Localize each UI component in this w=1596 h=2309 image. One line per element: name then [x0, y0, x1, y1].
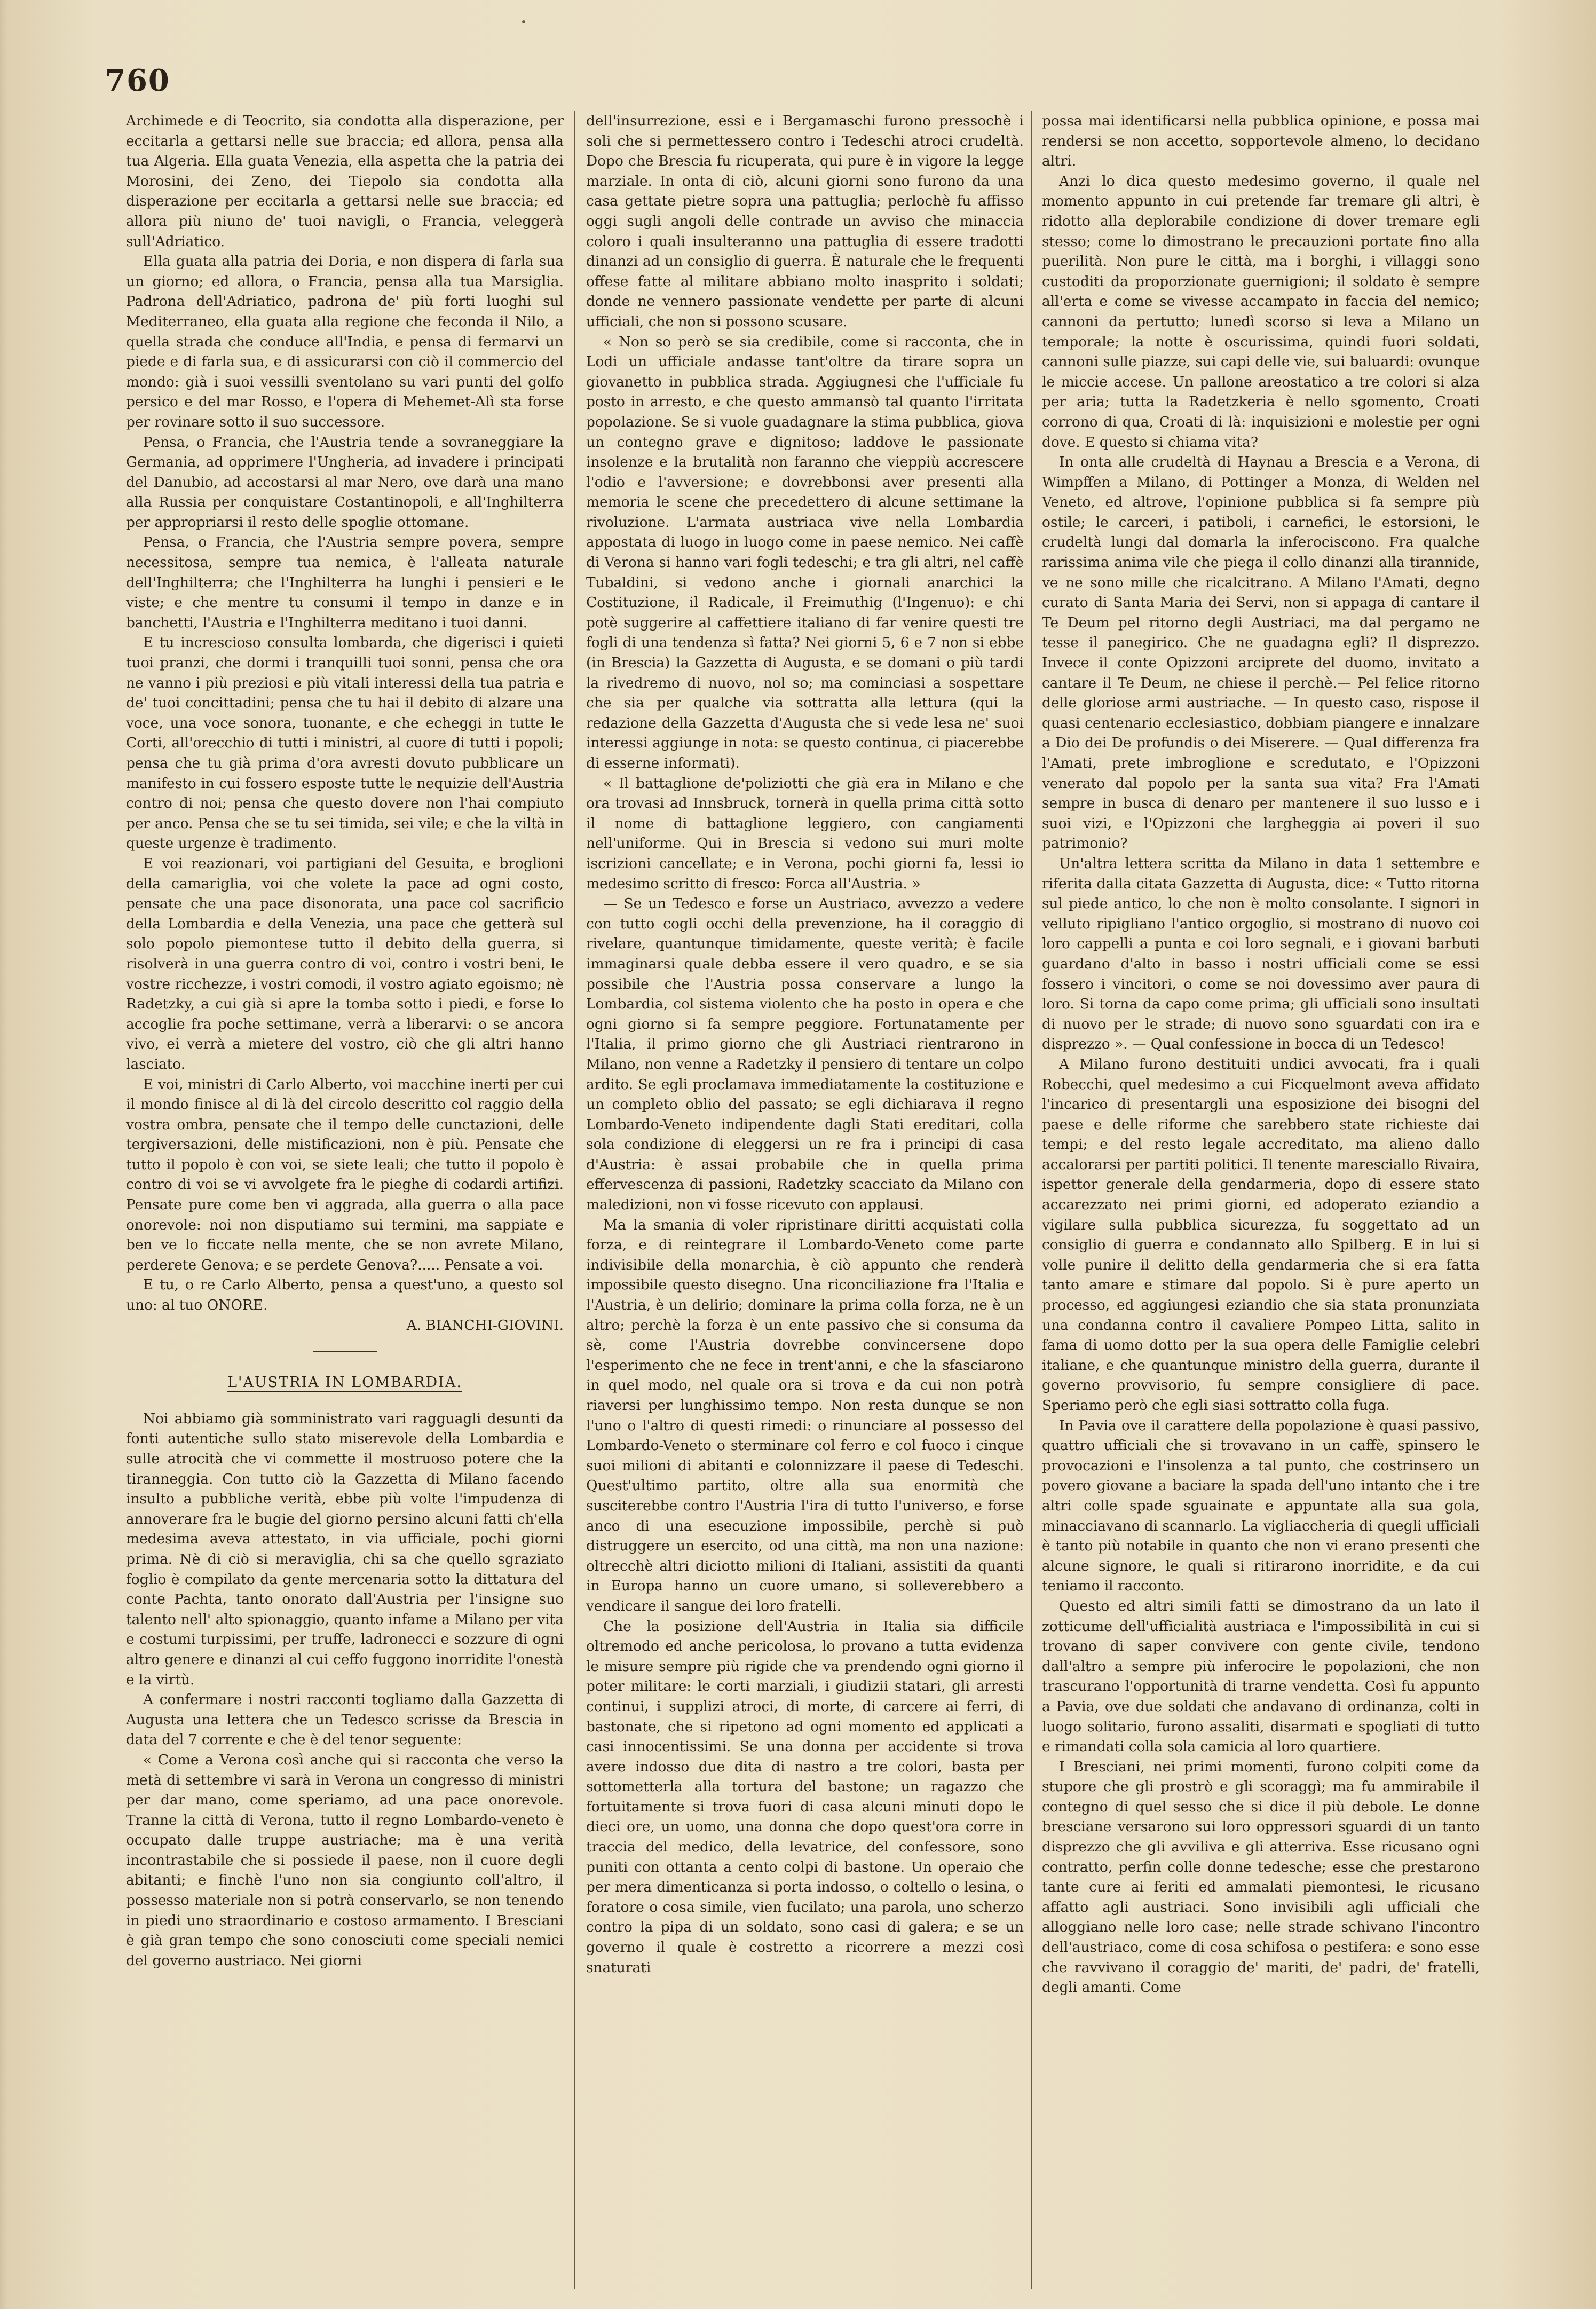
- paragraph: E tu, o re Carlo Alberto, pensa a quest'uno, a questo sol uno: al tuo ONORE.: [126, 1276, 564, 1314]
- paragraph: Noi abbiamo già somministrato vari ragguagli desunti da fonti autentiche sullo stato miserevole della Lombardia e sulle atrocità che vi commette il mostruoso potere che la tiranneggia. Con tutto ciò la Gazzetta di Milano facendo insulto a pubbliche verità, ebbe più volte l'impudenza di annoverare fra le bugie del giorno persino alcuni fatti ch'ella medesima aveva attestato, in via ufficiale, pochi giorni prima. Nè di ciò si meraviglia, chi sa che quello sgraziato foglio è compilato da gente mercenaria sotto la dittatura del conte Pachta, tanto onorato dall'Austria per l'insigne suo talento nell' alto spionaggio, quanto infame a Milano per vita e costumi turpissimi, per truffe, ladronecci e sozzure di ogni altro genere e dinanzi al cui ceffo fuggono inorridite l'onestà e la virtù.: [126, 1410, 564, 1688]
- paragraph: E voi, ministri di Carlo Alberto, voi macchine inerti per cui il mondo finisce al di là del circolo descritto col raggio della vostra ombra, pensate che il tempo delle cunctazioni, delle tergiversazioni, delle mistificazioni, non è più. Pensate che tutto il popolo è con voi, se siete leali; che tutto il popolo è contro di voi se vi avvolgete fra le pieghe di codardi artifizi. Pensate pure come ben vi aggrada, alla guerra o alla pace onorevole: noi non disputiamo sui termini, ma sappiate e ben ve lo ficcate nella mente, che se non avrete Milano, perderete Genova; e se perdete Genova?..... Pensate a voi.: [126, 1076, 564, 1273]
- section-heading: L'AUSTRIA IN LOMBARDIA.: [227, 1374, 462, 1391]
- paragraph: In Pavia ove il carattere della popolazione è quasi passivo, quattro ufficiali che si trovavano in un caffè, spinsero le provocazioni e l'insolenza a tal punto, che costrinsero un povero giovane a baciare la spada dell'uno intanto che i tre altri colle spade sguainate e appuntate alla sua gola, minacciavano di scannarlo. La vigliaccheria di quegli ufficiali è tanto più notabile in quanto che non vi erano presenti che alcune signore, le quali si ritirarono inorridite, e da cui teniamo il racconto.: [1042, 1417, 1480, 1595]
- column-rule-right: [1031, 111, 1032, 2289]
- paragraph: Un'altra lettera scritta da Milano in data 1 settembre e riferita dalla citata Gazzetta di Augusta, dice: « Tutto ritorna sul piede antico, lo che non è molto consolante. I signori in velluto ripigliano l'antico orgoglio, si mostrano di nuovo coi loro cappelli a punta e coi loro segnali, e i giovani barbuti guardano d'alto in basso i nostri ufficiali come se essi fossero i vincitori, o come se noi dovessimo aver paura di loro. Si torna da capo come prima; gli ufficiali sono insultati di nuovo per le strade; di nuovo sono sguardati con ira e disprezzo ». — Qual confessione in bocca di un Tedesco!: [1042, 855, 1480, 1053]
- paragraph: Che la posizione dell'Austria in Italia sia difficile oltremodo ed anche pericolosa, lo provano a tutta evidenza le misure sempre più rigide che va prendendo ogni giorno il poter militare: le corti marziali, i giudizii statari, gli arresti continui, i supplizi atroci, di morte, di carcere ai ferri, di bastonate, che si ripetono ad ogni momento ed applicati a casi innocentissimi. Se una donna per accidente si trova avere indosso due dita di nastro a tre colori, basta per sottometterla alla tortura del bastone; un ragazzo che fortuitamente si trova fuori di casa alcuni minuti dopo le dieci ore, un uomo, una donna che dopo quest'ora corre in traccia del medico, della levatrice, del confessore, sono puniti con ottanta a cento colpi di bastone. Un operaio che per mera dimenticanza si porta indosso, o coltello o lesina, o foratore o cosa simile, vien fucilato; una parola, uno scherzo contro la pipa di un soldato, sono casi di galera; e se un governo il quale è costretto a ricorrere a mezzi così snaturati: [586, 1618, 1024, 1976]
- paragraph: E voi reazionari, voi partigiani del Gesuita, e broglioni della camariglia, voi che volete la pace ad ogni costo, pensate che una pace disonorata, una pace col sacrificio della Lombardia e della Venezia, una pace che getterà sul solo popolo piemontese tutto il debito della guerra, si risolverà in una guerra contro di voi, contro i vostri beni, le vostre ricchezze, i vostri comodi, il vostro agiato egoismo; nè Radetzky, a cui già si apre la tomba sotto i piedi, e forse lo accoglie fra poche settimane, verrà a liberarvi: o se ancora vivo, ei verrà a mietere del vostro, ciò che gli altri hanno lasciato.: [126, 855, 564, 1073]
- paragraph: possa mai identificarsi nella pubblica opinione, e possa mai rendersi se non accetto, sopportevole almeno, lo decidano altri.: [1042, 113, 1480, 170]
- text-column-1: [126, 111, 564, 1971]
- paragraph: Pensa, o Francia, che l'Austria sempre povera, sempre necessitosa, sempre tua nemica, è l'alleata naturale dell'Inghilterra; che l'Inghilterra ha lunghi i pensieri e le viste; e che mentre tu consumi il tempo in danze e in banchetti, l'Austria e l'Inghilterra meditano i tuoi danni.: [126, 534, 564, 631]
- page-number: 760: [105, 63, 170, 98]
- text-column-3: [1042, 111, 1480, 1998]
- paragraph: E tu increscioso consulta lombarda, che digerisci i quieti tuoi pranzi, che dormi i tranquilli tuoi sonni, pensa che ora ne vanno i più preziosi e più vitali interessi della tua patria e de' tuoi concittadini; pensa che tu hai il debito di alzare una voce, una voce sonora, tuonante, e che echeggi in tutte le Corti, all'orecchio di tutti i ministri, al cuore di tutti i popoli; pensa che tu già prima d'ora avresti dovuto pubblicare un manifesto in cui fossero esposte tutte le nequizie dell'Austria contro di noi; pensa che questo dovere non l'hai compiuto per anco. Pensa che se tu sei timida, sei vile; e che la viltà in queste urgenze è tradimento.: [126, 634, 564, 852]
- page-edge-shadow: [0, 0, 7, 2309]
- paragraph: dell'insurrezione, essi e i Bergamaschi furono pressochè i soli che si permettessero contro i Tedeschi atroci crudeltà. Dopo che Brescia fu ricuperata, qui pure è in vigore la legge marziale. In onta di ciò, alcuni giorni sono furono da una casa gettate pietre sopra una pattuglia; perlochè fu affisso oggi sugli angoli delle contrade un avviso che minaccia coloro i quali insulteranno una pattuglia di essere tradotti dinanzi ad un consiglio di guerra. È naturale che le frequenti offese fatte al militare abbiano molto inasprito i soldati; donde ne vennero passionate vendette per parte di alcuni ufficiali, che non si possono scusare.: [586, 113, 1024, 330]
- paragraph: A Milano furono destituiti undici avvocati, fra i quali Robecchi, quel medesimo a cui Ficquelmont aveva affidato l'incarico di presentargli una esposizione dei bisogni del paese e delle riforme che sarebbero state richieste dai tempi; e del resto legale accreditato, ma alieno dallo accalorarsi per partiti politici. Il tenente maresciallo Rivaira, ispettor generale della gendarmeria, dopo di essere stato accarezzato nei primi giorni, ed adoperato eziandio a vigilare sulla pubblica sicurezza, fu soggettato ad un consiglio di guerra e condannato allo Spilberg. E in lui si volle punire il delitto della gendarmeria che si era fatta tanto amare e stimare dal popolo. Si è pure aperto un processo, ed aggiungesi eziandio che sia stata pronunziata una condanna contro il cavaliere Pompeo Litta, salito in fama di uomo dotto per la sua opera delle Famiglie celebri italiane, e che quantunque ministro della guerra, durante il governo provvisorio, fu sempre consigliere di pace. Speriamo però che egli siasi sottratto colla fuga.: [1042, 1055, 1480, 1414]
- paragraph: — Se un Tedesco e forse un Austriaco, avvezzo a vedere con tutto cogli occhi della prevenzione, ha il coraggio di rivelare, quantunque timidamente, queste verità; è facile immaginarsi quale debba essere il vero quadro, e se sia possibile che l'Austria possa conservare a lungo la Lombardia, col sistema violento che ha posto in opera e che ogni giorno si fa sempre peggiore. Fortunatamente per l'Italia, il primo giorno che gli Austriaci rientrarono in Milano, non venne a Radetzky il pensiero di tentare un colpo ardito. Se egli proclamava immediatamente la costituzione e un completo oblio del passato; se egli dichiarava il regno Lombardo-Veneto indipendente dagli Stati ereditari, colla sola condizione di eleggersi un re fra i principi di casa d'Austria: è assai probabile che in quella prima effervescenza di passioni, Radetzky scacciato da Milano con maledizioni, non vi fosse ricevuto con applausi.: [586, 895, 1024, 1213]
- paragraph: I Bresciani, nei primi momenti, furono colpiti come da stupore che gli prostrò e gli scoraggì; ma fu ammirabile il contegno di quel sesso che si dice il più debole. Le donne bresciane versarono sui loro oppressori sguardi di un tanto disprezzo che gli avviliva e gli atterriva. Esse ricusano ogni contratto, perfin colle donne tedesche; esse che prestarono tante cure ai feriti ed ammalati piemontesi, le ricusano affatto agli austriaci. Sono invisibili agli ufficiali che alloggiano nelle loro case; nelle strade schivano l'incontro dell'austriaco, come di cosa schifosa o pestifera: e sono esse che ravvivano il coraggio de' mariti, de' padri, de' fratelli, degli amanti. Come: [1042, 1758, 1480, 1996]
- paragraph: « Non so però se sia credibile, come si racconta, che in Lodi un ufficiale andasse tant'oltre da tirare sopra un giovanetto in pubblica strada. Aggiugnesi che l'ufficiale fu posto in arresto, e che questo ammansò tal quanto l'irritata popolazione. Se si vuole guadagnare la stima pubblica, giova un contegno grave e dignitoso; laddove le passionate insolenze e la brutalità non faranno che vieppiù accrescere l'odio e l'avversione; e dovrebbonsi aver presenti alla memoria le scene che precedettero di alcune settimane la rivoluzione. L'armata austriaca vive nella Lombardia appostata di luogo in luogo come in paese nemico. Nei caffè di Verona si hanno vari fogli tedeschi; e tra gli altri, nel caffè Tubaldini, si vedono anche i giornali anarchici la Costituzione, il Radicale, il Freimuthig (l'Ingenuo): e chi potè suggerire al caffettiere italiano di far venire questi tre fogli di una tendenza sì fatta? Nei giorni 5, 6 e 7 non si ebbe (in Brescia) la Gazzetta di Augusta, e se domani o più tardi la rivedremo di nuovo, nol so; ma cominciasi a sospettare che sia per qualche via sottratta alla lettura (qui la redazione della Gazzetta d'Augusta che si vede lesa ne' suoi interessi aggiunge in nota: se questo continua, ci piacerebbe di esserne informati).: [586, 333, 1024, 771]
- text-column-2: [586, 111, 1024, 1977]
- paragraph: « Il battaglione de'poliziotti che già era in Milano e che ora trovasi ad Innsbruck, tornerà in quella prima città sotto il nome di battaglione leggiero, con cangiamenti nell'uniforme. Qui in Brescia si vedono sui muri molte iscrizioni cancellate; e in Verona, pochi giorni fa, lessi io medesimo scritto di fresco: Forca all'Austria. »: [586, 775, 1024, 892]
- column-rule-left: [574, 111, 575, 2289]
- paragraph: Archimede e di Teocrito, sia condotta alla disperazione, per eccitarla a gettarsi nelle sue braccia; ed allora, pensa alla tua Algeria. Ella guata Venezia, ella aspetta che la patria dei Morosini, dei Zeno, dei Tiepolo sia condotta alla disperazione per eccitarla a gettarsi nelle sue braccia; ed allora più niuno de' tuoi navigli, o Francia, veleggerà sull'Adriatico.: [126, 113, 564, 250]
- paragraph: A confermare i nostri racconti togliamo dalla Gazzetta di Augusta una lettera che un Tedesco scrisse da Brescia in data del 7 corrente e che è del tenor seguente:: [126, 1691, 564, 1748]
- print-mark: [522, 20, 525, 23]
- article-signature: A. BIANCHI-GIOVINI.: [406, 1317, 564, 1334]
- paragraph: Ella guata alla patria dei Doria, e non dispera di farla sua un giorno; ed allora, o Francia, pensa alla tua Marsiglia. Padrona dell'Adriatico, padrona de' più forti luoghi sul Mediterraneo, ella guata alla regione che feconda il Nilo, a quella strada che conduce all'India, e pensa di fermarvi un piede e di farla sua, e di assicurarsi con ciò il commercio del mondo: già i suoi vessilli sventolano su vari punti del golfo persico e del mar Rosso, e l'opera di Mehemet-Alì sta forse per rovinare sotto il suo successore.: [126, 253, 564, 430]
- paragraph: In onta alle crudeltà di Haynau a Brescia e a Verona, di Wimpffen a Milano, di Pottinger a Monza, di Welden nel Veneto, ed altrove, l'opinione pubblica si fa sempre più ostile; le carceri, i patiboli, i carnefici, le estorsioni, le crudeltà lungi dal domarla la inferociscono. Fra qualche rarissima anima vile che piega il collo dinanzi alla tirannide, ve ne sono mille che ricalcitrano. A Milano l'Amati, degno curato di Santa Maria dei Servi, non si appaga di cantare il Te Deum pel ritorno degli Austriaci, ma dal pergamo ne tesse il panegirico. Che ne guadagna egli? Il disprezzo. Invece il conte Opizzoni arciprete del duomo, invitato a cantare il Te Deum, ne chiese il perchè.— Pel felice ritorno delle gloriose armi austriache. — In questo caso, rispose il quasi centenario ecclesiastico, dobbiam piangere e innalzare a Dio dei De profundis o dei Miserere. — Qual differenza fra l'Amati, prete imbroglione e scredutato, e l'Opizzoni venerato dal popolo per la santa sua vita? Fra l'Amati sempre in busca di denaro per mantenere il suo lusso e i suoi vizi, e l'Opizzoni che largheggia ai poveri il suo patrimonio?: [1042, 454, 1480, 852]
- paragraph: Questo ed altri simili fatti se dimostrano da un lato il zotticume dell'ufficialità austriaca e l'impossibilità in cui si trovano di saper convivere con gente civile, tendono dall'altro a sempre più inferocire le popolazioni, che non trascurano l'opportunità di trarne vendetta. Così fu appunto a Pavia, ove due soldati che andavano di ordinanza, colti in luogo solitario, furono assaliti, disarmati e spogliati di tutto e rimandati colla sola camicia al loro quartiere.: [1042, 1597, 1480, 1755]
- section-divider: [313, 1351, 377, 1352]
- paragraph: Pensa, o Francia, che l'Austria tende a sovraneggiare la Germania, ad opprimere l'Ungheria, ad invadere i principati del Danubio, ad accostarsi al mar Nero, ove darà una mano alla Russia per conquistare Costantinopoli, e all'Inghilterra per appropriarsi il resto delle spoglie ottomane.: [126, 434, 564, 531]
- paragraph: Anzi lo dica questo medesimo governo, il quale nel momento appunto in cui pretende far tremare gli altri, è ridotto alla deplorabile condizione di dover tremare egli stesso; come lo dimostrano le precauzioni portate fino alla puerilità. Non pure le città, ma i borghi, i villaggi sono custoditi da proporzionate guernigioni; il soldato è sempre all'erta e come se vivesse accampato in faccia del nemico; cannoni da pertutto; lunedì scorso si leva a Milano un temporale; la notte è oscurissima, quindi fuori soldati, cannoni sulle piazze, sui capi delle vie, sui baluardi: ovunque le miccie accese. Un pallone areostatico a tre colori si alza per aria; tutta la Radetzkeria è nello sgomento, Croati corrono di qua, Croati di là: inquisizioni e molestie per ogni dove. E questo si chiama vita?: [1042, 172, 1480, 451]
- paragraph: « Come a Verona così anche qui si racconta che verso la metà di settembre vi sarà in Verona un congresso di ministri per dar mano, come speriamo, ad una pace onorevole. Tranne la città di Verona, tutto il regno Lombardo-veneto è occupato dalle truppe austriache; ma è una verità incontrastabile che si possiede il paese, non il cuore degli abitanti; e finchè l'uno non sia congiunto coll'altro, il possesso materiale non si potrà conservarlo, se non tenendo in piedi uno straordinario e costoso armamento. I Bresciani è già gran tempo che sono conosciuti come speciali nemici del governo austriaco. Nei giorni: [126, 1751, 564, 1969]
- paragraph: Ma la smania di voler ripristinare diritti acquistati colla forza, e di reintegrare il Lombardo-Veneto come parte indivisibile della monarchia, è ciò appunto che renderà impossibile questo disegno. Una riconciliazione fra l'Italia e l'Austria, è un delirio; dominare la prima colla forza, ne è un altro; perchè la forza è un ente passivo che si consuma da sè, come l'Austria dovrebbe convincersene dopo l'esperimento che ne fece in trent'anni, e che la sfasciarono in quel modo, nel quale ora si trova e da cui non potrà riaversi per lunghissimo tempo. Non resta dunque se non l'uno o l'altro di questi rimedi: o rinunciare al possesso del Lombardo-Veneto o sterminare col ferro e col fuoco i cinque suoi milioni di abitanti e colonnizzare il paese di Tedeschi. Quest'ultimo partito, oltre alla sua enormità che susciterebbe contro l'Austria l'ira di tutto l'universo, e forse anco di una esecuzione impossibile, perchè si può distruggere un esercito, od una città, ma non una nazione: oltrecchè altri diciotto milioni di Italiani, assistiti da quanti in Europa hanno un cuore umano, si solleverebbero a vendicare il sangue dei loro fratelli.: [586, 1216, 1024, 1614]
